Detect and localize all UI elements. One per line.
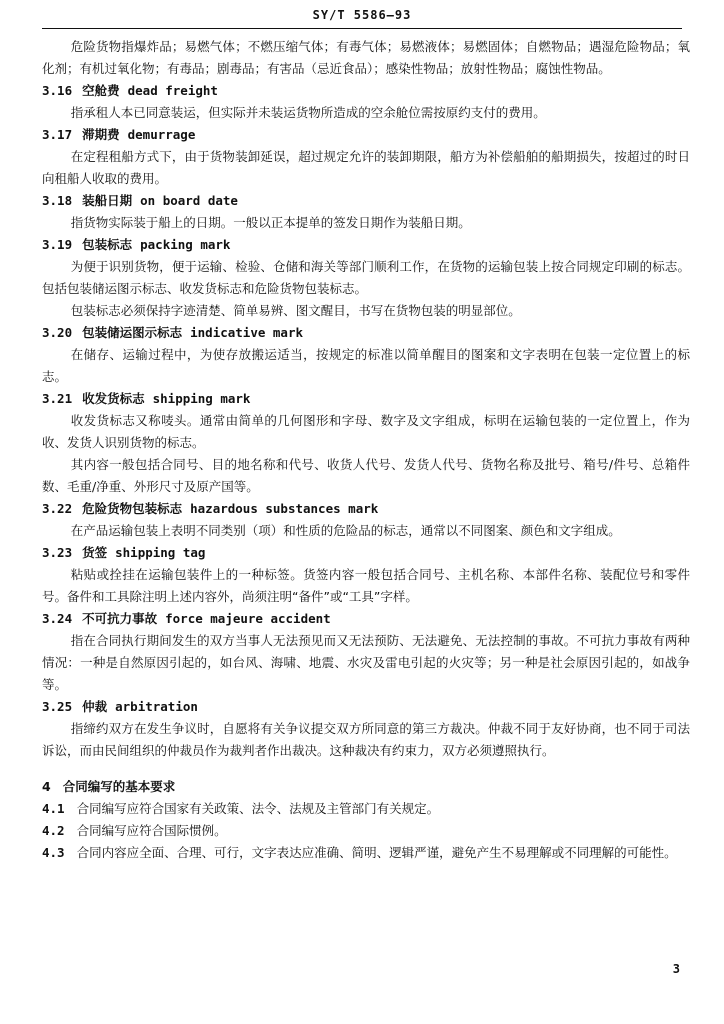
clause-term-en: force majeure accident xyxy=(165,611,331,626)
clause-heading xyxy=(42,388,690,410)
page-content xyxy=(42,36,690,864)
requirement-item xyxy=(42,842,690,864)
clause-paragraph: 在储存、运输过程中，为使存放搬运适当，按规定的标准以简单醒目的图案和文字表明在包装一定位置上的标志。 xyxy=(42,347,690,384)
requirement-text: 合同编写应符合国家有关政策、法令、法规及主管部门有关规定。 xyxy=(76,801,440,816)
clause-block xyxy=(42,322,690,388)
standard-code-header: SY/T 5586—93 xyxy=(312,8,412,22)
clause-number: 3.20 xyxy=(42,325,73,340)
clause-term-en: packing mark xyxy=(140,237,231,252)
clause-term-zh: 不可抗力事故 xyxy=(82,611,158,626)
clause-paragraph: 收发货标志又称唛头。通常由简单的几何图形和字母、数字及文字组成，标明在运输包装的一定位置上，作为收、发货人识别货物的标志。 xyxy=(42,413,690,450)
requirement-number: 4.1 xyxy=(42,801,65,816)
clause-number: 3.19 xyxy=(42,237,73,252)
clause-block xyxy=(42,124,690,190)
intro-paragraph: 危险货物指爆炸品；易燃气体；不燃压缩气体；有毒气体；易燃液体；易燃固体；自燃物品；遇湿危险物品；氧化剂；有机过氧化物；有毒品；剧毒品；有害品（忌近食品）；感染性物品；放射性物品；腐蚀性物品。 xyxy=(42,39,690,76)
page-number: 3 xyxy=(672,962,680,976)
clause-heading xyxy=(42,608,690,630)
clause-term-zh: 货签 xyxy=(82,545,108,560)
section-item-list xyxy=(42,798,690,864)
clause-term-zh: 包装标志 xyxy=(82,237,133,252)
clause-block xyxy=(42,80,690,124)
clause-block xyxy=(42,696,690,762)
requirement-item xyxy=(42,820,690,842)
clause-heading xyxy=(42,80,690,102)
clause-term-zh: 仲裁 xyxy=(82,699,108,714)
clause-number: 3.22 xyxy=(42,501,73,516)
clause-block xyxy=(42,608,690,696)
clause-block xyxy=(42,388,690,498)
clause-heading xyxy=(42,498,690,520)
clause-term-zh: 滞期费 xyxy=(82,127,120,142)
section-number: 4 xyxy=(42,779,51,794)
clause-paragraph: 在定程租船方式下，由于货物装卸延误，超过规定允许的装卸期限，船方为补偿船舶的船期损失，按超过的时日向租船人收取的费用。 xyxy=(42,149,690,186)
clause-paragraph: 指缔约双方在发生争议时，自愿将有关争议提交双方所同意的第三方裁决。仲裁不同于友好协商，也不同于司法诉讼，而由民间组织的仲裁员作为裁判者作出裁决。这种裁决有约束力，双方必须遵照执行。 xyxy=(42,721,690,758)
clause-paragraph: 包装标志必须保持字迹清楚、简单易辨、图文醒目，书写在货物包装的明显部位。 xyxy=(70,303,521,318)
clause-number: 3.24 xyxy=(42,611,73,626)
requirement-number: 4.3 xyxy=(42,845,65,860)
clause-term-en: shipping mark xyxy=(152,391,251,406)
clause-term-en: hazardous substances mark xyxy=(190,501,379,516)
clause-heading xyxy=(42,696,690,718)
clause-paragraph: 其内容一般包括合同号、目的地名称和代号、收货人代号、发货人代号、货物名称及批号、箱号/件号、总箱件数、毛重/净重、外形尺寸及原产国等。 xyxy=(42,457,690,494)
clause-term-zh: 装船日期 xyxy=(82,193,133,208)
requirement-item xyxy=(42,798,690,820)
clause-heading xyxy=(42,124,690,146)
clause-number: 3.18 xyxy=(42,193,73,208)
clause-paragraph: 粘贴或拴挂在运输包装件上的一种标签。货签内容一般包括合同号、主机名称、本部件名称、装配位号和零件号。备件和工具除注明上述内容外，尚须注明“备件”或“工具”字样。 xyxy=(42,567,690,604)
clause-number: 3.17 xyxy=(42,127,73,142)
clause-term-zh: 包装储运图示标志 xyxy=(82,325,183,340)
clause-term-en: dead freight xyxy=(127,83,218,98)
section-heading xyxy=(42,776,690,798)
clause-term-zh: 危险货物包装标志 xyxy=(82,501,183,516)
clause-number: 3.21 xyxy=(42,391,73,406)
clause-term-en: on board date xyxy=(140,193,238,208)
clause-paragraph: 为便于识别货物，便于运输、检验、仓储和海关等部门顺利工作，在货物的运输包装上按合同规定印刷的标志。包括包装储运图示标志、收发货标志和危险货物包装标志。 xyxy=(42,259,690,296)
clause-block xyxy=(42,190,690,234)
clause-number: 3.16 xyxy=(42,83,73,98)
clause-list xyxy=(42,80,690,762)
clause-term-en: indicative mark xyxy=(190,325,304,340)
clause-heading xyxy=(42,234,690,256)
clause-heading xyxy=(42,190,690,212)
requirement-text: 合同编写应符合国际惯例。 xyxy=(76,823,227,838)
clause-block xyxy=(42,234,690,322)
clause-heading xyxy=(42,542,690,564)
clause-term-en: demurrage xyxy=(127,127,196,142)
clause-number: 3.25 xyxy=(42,699,73,714)
clause-paragraph: 指在合同执行期间发生的双方当事人无法预见而又无法预防、无法避免、无法控制的事故。不可抗力事故有两种情况：一种是自然原因引起的，如台风、海啸、地震、水灾及雷电引起的火灾等；另一种是社会原因引起的，如战争等。 xyxy=(42,633,690,692)
section-title: 合同编写的基本要求 xyxy=(62,779,176,794)
clause-block xyxy=(42,542,690,608)
requirement-text: 合同内容应全面、合理、可行，文字表达应准确、简明、逻辑严谨，避免产生不易理解或不同理解的可能性。 xyxy=(76,845,677,860)
clause-number: 3.23 xyxy=(42,545,73,560)
header-divider xyxy=(42,28,682,29)
clause-paragraph: 指承租人本已同意装运，但实际并未装运货物所造成的空余舱位需按原约支付的费用。 xyxy=(70,105,546,120)
clause-term-zh: 收发货标志 xyxy=(82,391,145,406)
clause-paragraph: 在产品运输包装上表明不同类别（项）和性质的危险品的标志，通常以不同图案、颜色和文字组成。 xyxy=(70,523,621,538)
clause-term-en: shipping tag xyxy=(115,545,206,560)
clause-block xyxy=(42,498,690,542)
clause-heading xyxy=(42,322,690,344)
clause-term-en: arbitration xyxy=(115,699,198,714)
clause-term-zh: 空舱费 xyxy=(82,83,120,98)
requirement-number: 4.2 xyxy=(42,823,65,838)
clause-paragraph: 指货物实际装于船上的日期。一般以正本提单的签发日期作为装船日期。 xyxy=(70,215,471,230)
